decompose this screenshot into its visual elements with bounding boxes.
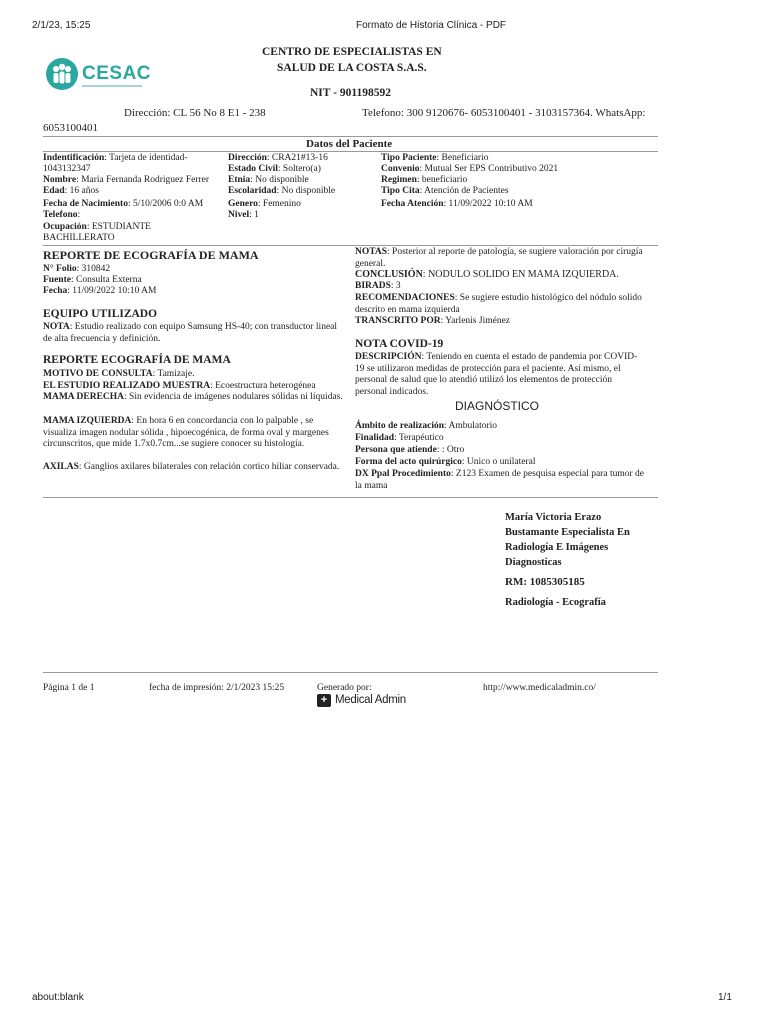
address-row: Dirección: CRA21#13-16 (228, 153, 328, 163)
covid-description: DESCRIPCIÓN: Teniendo en cuenta el estado de pandemia por COVID-19 se utilizaron medidas de protección para el paciente. Así mismo, el personal de salud que lo atendió utilizó los elementos de protección personal indicados. (355, 352, 638, 397)
date-row: Fecha: 11/09/2022 10:10 AM (43, 286, 157, 296)
equipment-title: EQUIPO UTILIZADO (43, 308, 158, 320)
footer-generated: Generado por: (317, 683, 372, 693)
logo-underline (82, 85, 142, 87)
agreement-row: Convenio: Mutual Ser EPS Contributivo 2021 (381, 164, 559, 174)
purpose-row: Finalidad: Terapéutico (355, 433, 444, 443)
name-row: Nombre: Maria Fernanda Rodriguez Ferrer (43, 175, 210, 185)
ident-row: Indentificación: Tarjeta de identidad- (43, 153, 188, 163)
source-row: Fuente: Consulta Externa (43, 275, 142, 285)
occupation-row-cont: BACHILLERATO (43, 233, 115, 243)
logo-text: CESAC (82, 63, 152, 84)
org-line2: SALUD DE LA COSTA S.A.S. (277, 62, 427, 74)
org-address: Dirección: CL 56 No 8 E1 - 238 (124, 107, 266, 119)
civil-row: Estado Civil: Soltero(a) (228, 164, 321, 174)
footer-page: Página 1 de 1 (43, 683, 95, 693)
divider (43, 497, 658, 498)
age-row: Edad: 16 años (43, 186, 99, 196)
surgery-form-row: Forma del acto quirúrgico: Unico o unilateral (355, 457, 536, 467)
scope-row: Ámbito de realización: Ambulatorio (355, 421, 498, 431)
divider (43, 136, 658, 137)
conclusion-row: CONCLUSIÓN: NODULO SOLIDO EN MAMA IZQUIERDA. (355, 269, 619, 280)
footer-url[interactable]: http://www.medicaladmin.co/ (483, 683, 596, 693)
notes-row: NOTAS: Posterior al reporte de patología, se sugiere valoración por cirugía general. (355, 247, 643, 269)
appt-type-row: Tipo Cita: Atención de Pacientes (381, 186, 509, 196)
print-page: 1/1 (718, 992, 732, 1003)
footer-brand: Medical Admin (335, 694, 406, 706)
ident-row-cont: 1043132347 (43, 164, 91, 174)
attention-date-row: Fecha Atención: 11/09/2022 10:10 AM (381, 199, 533, 209)
occupation-row: Ocupación: ESTUDIANTE (43, 222, 151, 232)
dx-row: DX Ppal Procedimiento: Z123 Examen de pesquisa especial para tumor de la mama (355, 469, 644, 491)
diagnosis-title: DIAGNÓSTICO (455, 399, 540, 413)
org-phone-cont: 6053100401 (43, 122, 98, 134)
medical-plus-icon: + (317, 694, 331, 707)
print-datetime: 2/1/23, 15:25 (32, 20, 91, 31)
signature-dept: Radiología - Ecografía (505, 597, 606, 608)
left-breast-row: MAMA IZQUIERDA: En hora 6 en concordancia con lo palpable , se visualiza imagen nodular sólida , hipoecogénica, de forma oval y margenes circunscritos, que mide 1.7x0.7cm...se sugiere conocer su histología. (43, 416, 329, 449)
footer-printed: fecha de impresión: 2/1/2023 15:25 (149, 683, 285, 693)
folio-row: N° Folio: 310842 (43, 264, 111, 274)
recommendations-row: RECOMENDACIONES: Se sugiere estudio histológico del nódulo solido descrito en mama izquierda (355, 293, 642, 315)
reason-row: MOTIVO DE CONSULTA: Tamizaje. (43, 369, 195, 379)
school-row: Escolaridad: No disponible (228, 186, 336, 196)
attending-row: Persona que atiende: : Otro (355, 445, 465, 455)
divider (43, 672, 658, 673)
nit: NIT - 901198592 (310, 87, 391, 99)
type-row: Tipo Paciente: Beneficiario (381, 153, 489, 163)
print-url: about:blank (32, 992, 84, 1003)
org-phone: Telefono: 300 9120676- 6053100401 - 3103157364. WhatsApp: (362, 107, 646, 119)
right-breast-row: MAMA DERECHA: Sin evidencia de imágenes nodulares sólidas ni líquidas. (43, 392, 343, 402)
transcribed-row: TRANSCRITO POR: Yarlenis Jiménez (355, 316, 511, 326)
axilas-row: AXILAS: Ganglios axilares bilaterales con relación cortico hiliar conservada. (43, 462, 340, 472)
people-icon (46, 58, 78, 90)
level-row: Nivel: 1 (228, 210, 259, 220)
phone-row: Telefono: (43, 210, 81, 220)
signature-rm: RM: 1085305185 (505, 576, 585, 588)
dob-row: Fecha de Nacimiento: 5/10/2006 0:0 AM (43, 199, 204, 209)
ethnic-row: Etnia: No disponible (228, 175, 309, 185)
divider (43, 245, 658, 246)
ultrasound-report-title: REPORTE ECOGRAFÍA DE MAMA (43, 354, 231, 366)
patient-section-title: Datos del Paciente (306, 138, 393, 150)
gender-row: Genero: Femenino (228, 199, 301, 209)
birads-row: BIRADS: 3 (355, 281, 401, 291)
signature-name: María Victoria Erazo Bustamante Especialista En Radiología E Imágenes Diagnosticas (505, 512, 630, 568)
equipment-note: NOTA: Estudio realizado con equipo Samsung HS-40; con transductor lineal de alta frecuencia y definición. (43, 322, 338, 344)
print-title: Formato de Historia Clínica - PDF (356, 20, 507, 31)
study-row: EL ESTUDIO REALIZADO MUESTRA: Ecoestructura heterogénea (43, 381, 316, 391)
report-title: REPORTE DE ECOGRAFÍA DE MAMA (43, 248, 259, 262)
org-line1: CENTRO DE ESPECIALISTAS EN (262, 46, 442, 58)
divider (43, 151, 658, 152)
regime-row: Regimen: beneficiario (381, 175, 468, 185)
covid-title: NOTA COVID-19 (355, 338, 444, 350)
